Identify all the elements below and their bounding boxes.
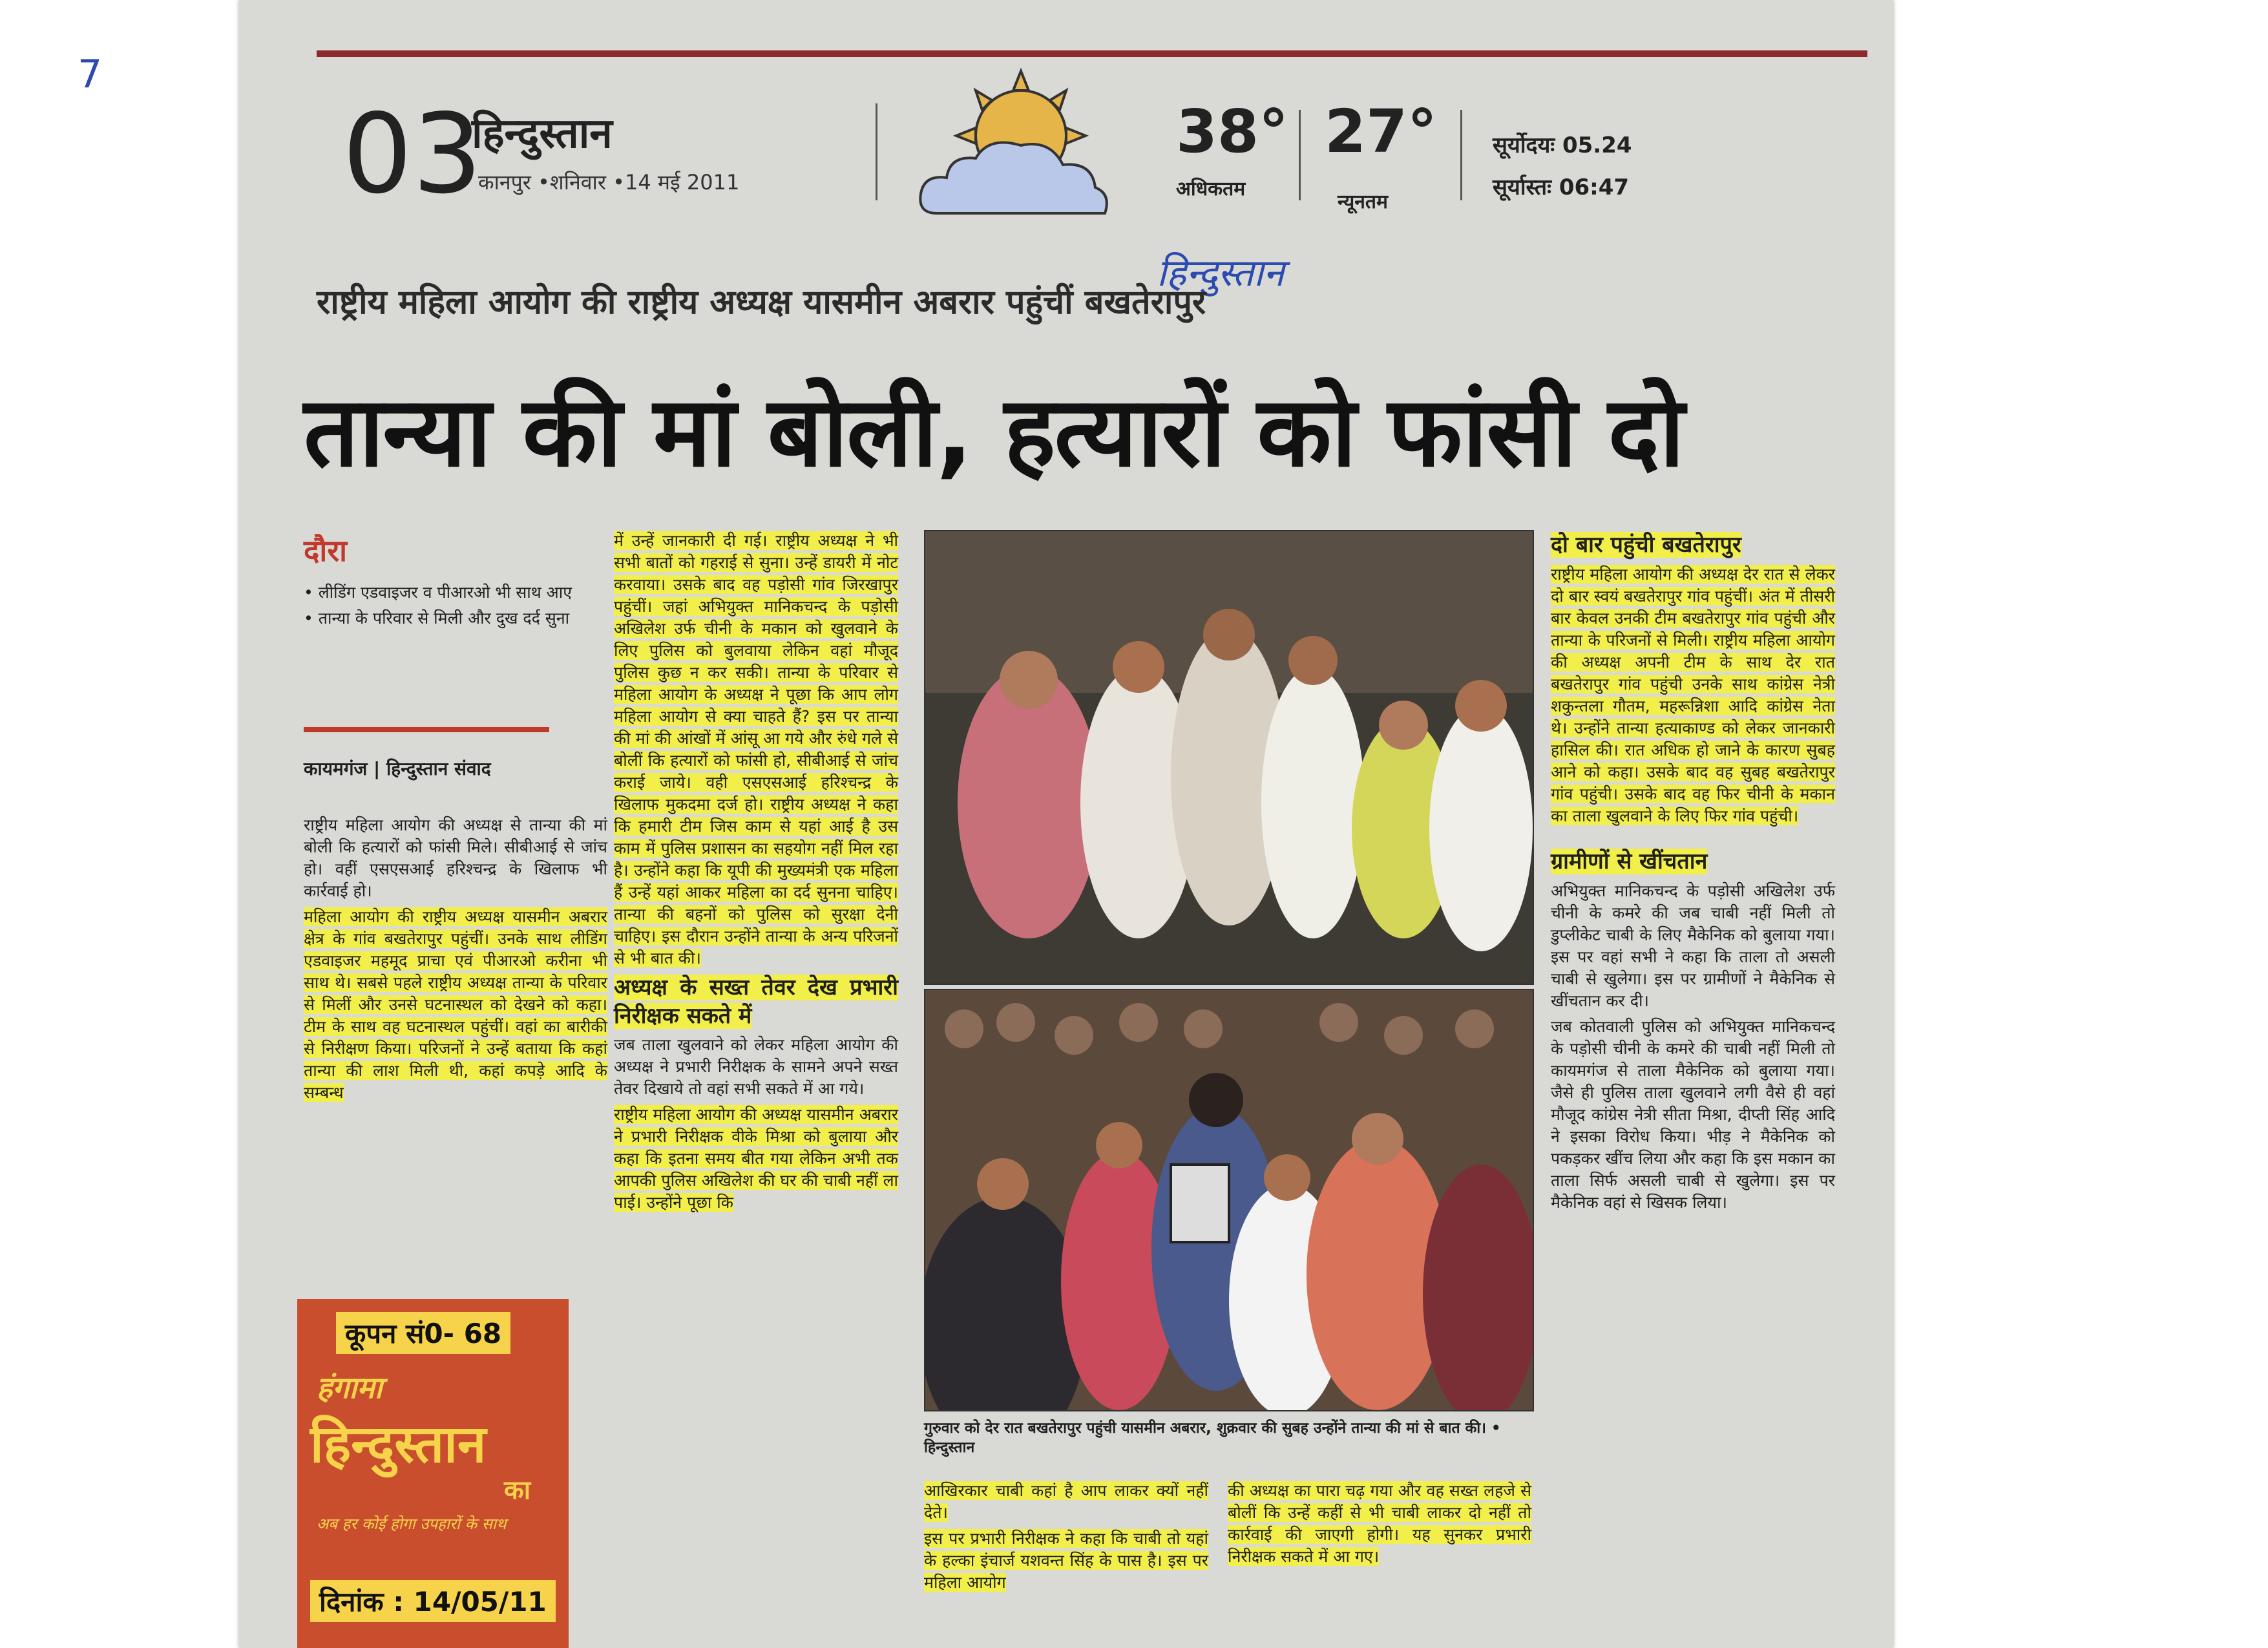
scan-page-mark: 7 bbox=[78, 52, 103, 97]
photo-caption: गुरुवार को देर रात बखतेरापुर पहुंची यासमीन अबरार, शुक्रवार की सुबह उन्होंने तान्या की मां से बात की। • हिन्दुस्तान bbox=[924, 1420, 1501, 1456]
col2-para-3: राष्ट्रीय महिला आयोग की अध्यक्ष यासमीन अबरार ने प्रभारी निरीक्षक वीके मिश्रा को बुलाया और कहा कि इतना समय बीत गया लेकिन अभी तक आपकी पुलिस अखिलेश की घर की चाबी नहीं ला पाई। उन्होंने पूछा कि bbox=[614, 1105, 899, 1212]
temp-min: 27° bbox=[1325, 97, 1438, 166]
coupon-box bbox=[297, 1299, 569, 1648]
col2-para-2: जब ताला खुलवाने को लेकर महिला आयोग की अध्यक्ष ने प्रभारी निरीक्षक के सामने अपने सख्त तेवर दिखाये तो वहां सभी सकते में आ गये। bbox=[614, 1035, 898, 1098]
col5-para-3: जब कोतवाली पुलिस को अभियुक्त मानिकचन्द के पड़ोसी चीनी के कमरे की चाबी नहीं मिली तो कायमगंज से ताला मैकेनिक को बुलाया गया। जैसे ही पुलिस ताला खुलवाने लगी वैसे ही वहां मौजूद कांग्रेस नेत्री सीता मिश्रा, दीप्ती सिंह आदि ने इसका विरोध किया। भीड़ ने मैकेनिक को पकड़कर खींच लिया और कहा कि इस मकान का ताला सिर्फ असली चाबी से खुलेगा। इस पर मैकेनिक वहां से खिसक लिया। bbox=[1551, 1017, 1835, 1212]
handwritten-note: हिन्दुस्तान bbox=[1157, 251, 1285, 295]
temp-min-label: न्यूनतम bbox=[1338, 191, 1388, 213]
sidebar-title: दौरा bbox=[304, 533, 348, 568]
city-day-date: कानपुर •शनिवार •14 मई 2011 bbox=[478, 170, 740, 195]
col1-para-2: महिला आयोग की राष्ट्रीय अध्यक्ष यासमीन अबरार क्षेत्र के गांव बखतेरापुर पहुंचीं। उनके साथ लीडिंग एडवाइजर महमूद प्राचा एवं पीआरओ करीना भी साथ थे। सबसे पहले राष्ट्रीय अध्यक्ष तान्या के परिवार से मिलीं और उनसे घटनास्थल को देखने को कहा। टीम के साथ वह घटनास्थल पहुंचीं। वहां का बारीकी से निरीक्षण किया। परिजनों ने उन्हें बताया कि कहां तान्या की लाश मिली थी, कहां कपड़े आदि के सम्बन्ध bbox=[304, 907, 607, 1102]
temp-divider-1 bbox=[1299, 110, 1301, 200]
col5-para-2: अभियुक्त मानिकचन्द के पड़ोसी अखिलेश उर्फ चीनी के कमरे की जब चाबी नहीं मिली तो डुप्लीकेट चाबी के लिए मैकेनिक को बुलाया गया। इस पर वहां सभी ने कहा कि ताला तो असली चाबी से खुलेगा। इस पर ग्रामीणों ने मैकेनिक से खींचतान कर दी। bbox=[1551, 882, 1835, 1010]
sunset-time: सूर्यास्तः 06:47 bbox=[1493, 174, 1630, 200]
coupon-line2: हिन्दुस्तान bbox=[310, 1414, 487, 1474]
coupon-tagline: अब हर कोई होगा उपहारों के साथ bbox=[317, 1515, 507, 1533]
paper-name: हिन्दुस्तान bbox=[472, 110, 613, 158]
newspaper-clipping bbox=[239, 0, 1893, 1648]
sidebar-rule bbox=[304, 727, 549, 732]
column-3 bbox=[924, 1480, 1208, 1598]
sidebar-bullet-2: • तान्या के परिवार से मिली और दुख दर्द सुना bbox=[304, 609, 570, 628]
temp-divider-2 bbox=[1460, 110, 1462, 200]
photo-commission-meeting-figures bbox=[925, 531, 1533, 984]
photo-with-family-figures bbox=[925, 990, 1533, 1410]
main-headline: तान्या की मां बोली, हत्यारों को फांसी दो bbox=[304, 376, 1684, 489]
col5-para-1: राष्ट्रीय महिला आयोग की अध्यक्ष देर रात से लेकर दो बार स्वयं बखतेरापुर गांव पहुंचीं। अंत में तीसरी बार केवल उनकी टीम बखतेरापुर गांव पहुंची और तान्या के परिजनों से मिली। राष्ट्रीय महिला आयोग की अध्यक्ष अपनी टीम के साथ देर रात बखतेरापुर गांव पहुंची उनके साथ कांग्रेस नेत्री शकुन्तला गौतम, महरून्निशा आदि कांग्रेस नेता थे। उन्होंने तान्या हत्याकाण्ड को लेकर जानकारी हासिल की। रात अधिक हो जाने के कारण सुबह आने को कहा। उसके बाद वह सुबह बखतेरापुर गांव पहुंची। उसके बाद वह फिर चीनी के मकान का ताला खुलवाने के लिए फिर गांव पहुंची। bbox=[1551, 565, 1835, 825]
sunrise-time: सूर्योदयः 05.24 bbox=[1493, 132, 1632, 158]
col2-para-1: में उन्हें जानकारी दी गई। राष्ट्रीय अध्यक्ष ने भी सभी बातों को गहराई से सुना। उन्हें डायरी में नोट करवाया। उसके बाद वह पड़ोसी गांव जिरखापुर पहुंचीं। जहां अभियुक्त मानिकचन्द के पड़ोसी अखिलेश उर्फ चीनी के मकान को खुलवाने के लिए पुलिस को बुलवाया लेकिन वहां मौजूद पुलिस कुछ न कर सकी। तान्या के परिवार से महिला आयोग के अध्यक्ष ने पूछा कि आप लोग महिला आयोग से क्या चाहते हैं? इस पर तान्या की मां की आंखों में आंसू आ गये और रुंधे गले से बोलीं कि हत्यारों को फांसी हो, सीबीआई से जांच कराई जाये। वही एसएसआई हरिश्चन्द्र के खिलाफ मुकदमा दर्ज हो। राष्ट्रीय अध्यक्ष ने कहा कि हमारी टीम जिस काम से यहां आई है उस काम में पुलिस प्रशासन का सहयोग नहीं मिल रहा है। उन्होंने कहा कि यूपी की मुख्यमंत्री एक महिला हैं उन्हें यहां आकर महिला का दर्द सुनना चाहिए। तान्या की बहनों को पुलिस को सुरक्षा देनी चाहिए। इस दौरान उन्होंने तान्या के अन्य परिजनों से भी बात की। bbox=[614, 531, 898, 967]
page-number: 03 bbox=[342, 90, 483, 218]
column-2 bbox=[614, 530, 898, 1218]
column-4 bbox=[1228, 1480, 1531, 1572]
col3-para-2: इस पर प्रभारी निरीक्षक ने कहा कि चाबी तो यहां के हल्का इंचार्ज यशवन्त सिंह के पास है। इस पर महिला आयोग bbox=[924, 1529, 1208, 1592]
column-5 bbox=[1551, 530, 1835, 1218]
byline: कायमगंज | हिन्दुस्तान संवाद bbox=[304, 758, 491, 779]
col5-title-2: ग्रामीणों से खींचतान bbox=[1551, 849, 1708, 874]
sub-headline: राष्ट्रीय महिला आयोग की राष्ट्रीय अध्यक्ष यासमीन अबरार पहुंचीं बखतेरापुर bbox=[317, 283, 1206, 322]
sidebar-bullets bbox=[304, 582, 594, 633]
weather-cloud-sun-icon bbox=[911, 65, 1118, 246]
coupon-line3: का bbox=[504, 1475, 531, 1505]
temp-max-label: अधिकतम bbox=[1176, 178, 1246, 200]
coupon-number: कूपन सं0- 68 bbox=[336, 1312, 510, 1354]
coupon-date: दिनांक : 14/05/11 bbox=[310, 1580, 556, 1622]
col1-para-1: राष्ट्रीय महिला आयोग की अध्यक्ष से तान्या की मां बोली कि हत्यारों को फांसी मिले। सीबीआई से जांच हो। वहीं एसएसआई हरिश्चन्द्र के खिलाफ भी कार्रवाई हो। bbox=[304, 816, 607, 900]
masthead-divider bbox=[876, 103, 877, 200]
masthead-rule bbox=[317, 50, 1867, 57]
coupon-line1: हंगामा bbox=[317, 1370, 383, 1405]
col3-para-1: आखिरकार चाबी कहां है आप लाकर क्यों नहीं देते। bbox=[924, 1481, 1208, 1522]
column-1 bbox=[304, 814, 607, 1108]
col4-para-1: की अध्यक्ष का पारा चढ़ गया और वह सख्त लहजे से बोलीं कि उन्हें कहीं से भी चाबी लाकर दो नहीं तो कार्रवाई की जाएगी होगी। यह सुनकर प्रभारी निरीक्षक सकते में आ गए। bbox=[1228, 1481, 1531, 1566]
sidebar-bullet-1: • लीडिंग एडवाइजर व पीआरओ भी साथ आए bbox=[304, 583, 572, 602]
photo-with-family bbox=[924, 989, 1534, 1411]
col5-title-1: दो बार पहुंची बखतेरापुर bbox=[1551, 532, 1741, 558]
temp-max: 38° bbox=[1176, 97, 1289, 166]
photo-commission-meeting bbox=[924, 530, 1534, 985]
col2-subhead: अध्यक्ष के सख्त तेवर देख प्रभारी निरीक्षक सकते में bbox=[614, 975, 898, 1029]
